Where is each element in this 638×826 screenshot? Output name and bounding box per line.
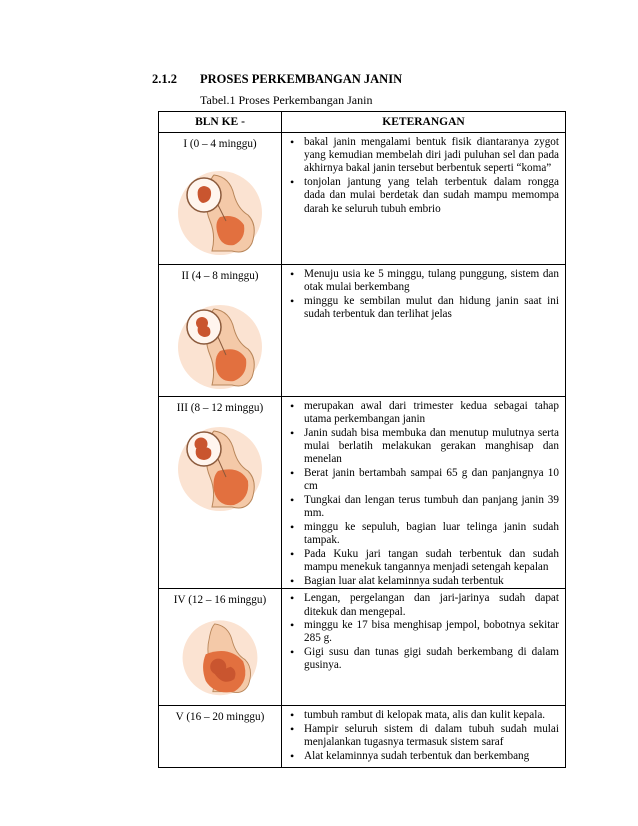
fetus-month-1-illustration bbox=[174, 165, 266, 257]
description-cell bbox=[282, 706, 566, 768]
phase-cell bbox=[159, 397, 282, 589]
phase-label: III (8 – 12 minggu) bbox=[176, 402, 264, 414]
description-list bbox=[282, 400, 559, 588]
list-item: • bakal janin mengalami bentuk fisik diantaranya zygot yang kemudian membelah diri jadi puluhan sel dan pada akhirnya bakal janin tersebut berbentuk seperti “koma” bbox=[304, 136, 559, 176]
list-item: • Janin sudah bisa membuka dan menutup mulutnya serta mulai berlatih melakukan gerakan manghisap dan menelan bbox=[304, 427, 559, 467]
table-row bbox=[159, 265, 566, 397]
phase-cell bbox=[159, 706, 282, 768]
fetus-month-3-illustration bbox=[174, 421, 266, 513]
list-item: • Bagian luar alat kelaminnya sudah terbentuk bbox=[304, 575, 559, 588]
table-caption: Tabel.1 Proses Perkembangan Janin bbox=[200, 93, 373, 107]
table-row bbox=[159, 397, 566, 589]
table-row bbox=[159, 133, 566, 265]
phase-cell bbox=[159, 589, 282, 706]
header-description: KETERANGAN bbox=[282, 112, 566, 133]
header-month: BLN KE - bbox=[159, 112, 282, 133]
phase-cell bbox=[159, 133, 282, 265]
list-item: • Tungkai dan lengan terus tumbuh dan panjang janin 39 mm. bbox=[304, 494, 559, 520]
description-list bbox=[282, 709, 559, 763]
description-cell bbox=[282, 133, 566, 265]
list-item: • minggu ke sembilan mulut dan hidung janin saat ini sudah terbentuk dan terlihat jelas bbox=[304, 295, 559, 321]
description-cell bbox=[282, 265, 566, 397]
phase-cell bbox=[159, 265, 282, 397]
list-item: • Berat janin bertambah sampai 65 g dan panjangnya 10 cm bbox=[304, 467, 559, 493]
list-item: • minggu ke sepuluh, bagian luar telinga janin sudah tampak. bbox=[304, 521, 559, 547]
list-item: • Lengan, pergelangan dan jari-jarinya sudah dapat ditekuk dan mengepal. bbox=[304, 592, 559, 618]
section-title: PROSES PERKEMBANGAN JANIN bbox=[200, 72, 403, 86]
description-cell bbox=[282, 397, 566, 589]
list-item: • tonjolan jantung yang telah terbentuk dalam rongga dada dan mulai berdetak dan sudah mampu memompa darah ke seluruh tubuh embrio bbox=[304, 176, 559, 216]
fetus-month-2-illustration bbox=[174, 299, 266, 391]
list-item: • tumbuh rambut di kelopak mata, alis dan kulit kepala. bbox=[304, 709, 559, 722]
list-item: • minggu ke 17 bisa menghisap jempol, bobotnya sekitar 285 g. bbox=[304, 619, 559, 645]
phase-label: V (16 – 20 minggu) bbox=[175, 711, 265, 724]
phase-label: IV (12 – 16 minggu) bbox=[173, 594, 267, 607]
description-list bbox=[282, 268, 559, 321]
section-heading bbox=[152, 72, 402, 87]
list-item: • Menuju usia ke 5 minggu, tulang punggung, sistem dan otak mulai berkembang bbox=[304, 268, 559, 294]
table-row bbox=[159, 706, 566, 768]
phase-label: II (4 – 8 minggu) bbox=[181, 270, 259, 282]
list-item: • merupakan awal dari trimester kedua sebagai tahap utama perkembangan janin bbox=[304, 400, 559, 426]
table-header-row bbox=[159, 112, 566, 133]
description-list bbox=[282, 592, 559, 672]
description-cell bbox=[282, 589, 566, 706]
phase-label: I (0 – 4 minggu) bbox=[183, 138, 257, 150]
table-row bbox=[159, 589, 566, 706]
fetus-month-4-illustration bbox=[179, 615, 261, 697]
section-number: 2.1.2 bbox=[152, 72, 177, 86]
fetal-development-table bbox=[158, 111, 566, 768]
list-item: • Hampir seluruh sistem di dalam tubuh sudah mulai menjalankan tugasnya termasuk sistem saraf bbox=[304, 723, 559, 749]
list-item: • Alat kelaminnya sudah terbentuk dan berkembang bbox=[304, 750, 559, 763]
description-list bbox=[282, 136, 559, 216]
list-item: • Pada Kuku jari tangan sudah terbentuk dan sudah mampu menekuk tangannya menjadi setengah kepalan bbox=[304, 548, 559, 574]
list-item: • Gigi susu dan tunas gigi sudah berkembang di dalam gusinya. bbox=[304, 646, 559, 672]
